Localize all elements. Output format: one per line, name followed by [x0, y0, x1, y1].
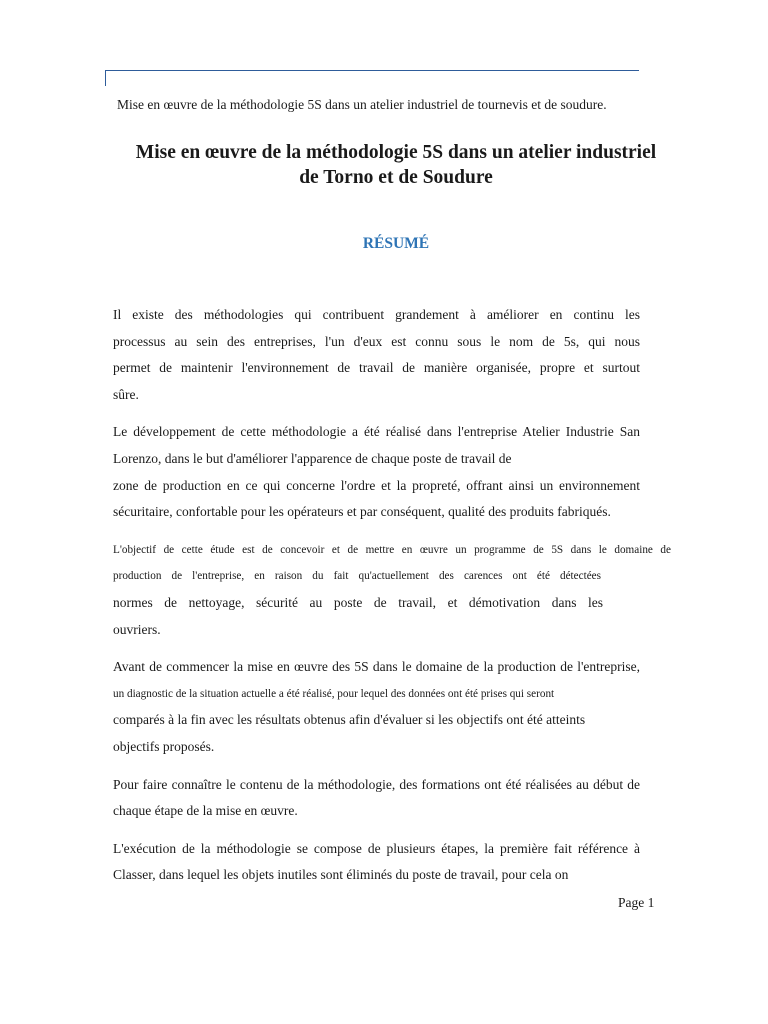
paragraph-line: processus au sein des entreprises, l'un d'eux est connu sous le nom de 5s, qui nous [113, 333, 640, 349]
paragraph-3 [113, 537, 671, 643]
page-number: Page 1 [618, 895, 655, 910]
paragraph-line: Il existe des méthodologies qui contribuent grandement à améliorer en continu les [113, 307, 640, 322]
paragraph-line: production de l'entreprise, en raison du fait qu'actuellement des carences ont été détectées [113, 570, 601, 583]
paragraph-1 [113, 302, 640, 408]
paragraph-line: zone de production en ce qui concerne l'ordre et la propreté, offrant ainsi un environnement [113, 477, 640, 493]
paragraph-line: normes de nettoyage, sécurité au poste de travail, et démotivation dans les [113, 594, 603, 610]
header-rule-tick [105, 70, 106, 86]
paragraph-line: objectifs proposés. [113, 738, 215, 754]
paragraph-6 [113, 836, 640, 889]
running-header: Mise en œuvre de la méthodologie 5S dans un atelier industriel de tournevis et de soudure. [117, 97, 607, 112]
abstract-body [113, 302, 671, 900]
paragraph-line: permet de maintenir l'environnement de travail de manière organisée, propre et surtout [113, 360, 640, 376]
paragraph-line: un diagnostic de la situation actuelle a été réalisé, pour lequel des données ont été prises qui seront [113, 687, 555, 700]
section-heading-resume: RÉSUMÉ [362, 235, 430, 252]
paragraph-line: L'exécution de la méthodologie se compose de plusieurs étapes, la première fait référence à [113, 840, 640, 856]
document-title-line-1: Mise en œuvre de la méthodologie 5S dans un atelier industriel [135, 142, 657, 163]
paragraph-line: Classer, dans lequel les objets inutiles sont éliminés du poste de travail, pour cela on [113, 867, 569, 883]
paragraph-2 [113, 419, 640, 525]
paragraph-line: Lorenzo, dans le but d'améliorer l'apparence de chaque poste de travail de [113, 450, 512, 466]
paragraph-line: Pour faire connaître le contenu de la méthodologie, des formations ont été réalisées au début de [113, 776, 640, 792]
document-title-line-2: de Torno et de Soudure [299, 167, 493, 188]
paragraph-line: L'objectif de cette étude est de concevoir et de mettre en œuvre un programme de 5S dans le domaine de [113, 543, 671, 556]
paragraph-line: sécuritaire, confortable pour les opérateurs et par conséquent, qualité des produits fabriqués. [113, 504, 611, 520]
document-title [110, 140, 682, 190]
paragraph-5 [113, 772, 640, 825]
paragraph-line: comparés à la fin avec les résultats obtenus afin d'évaluer si les objectifs ont été atteints [113, 712, 586, 728]
paragraph-line: sûre. [113, 386, 139, 402]
paragraph-line: ouvriers. [113, 621, 161, 637]
paragraph-line: Avant de commencer la mise en œuvre des 5S dans le domaine de la production de l'entreprise, [113, 659, 640, 675]
paragraph-line: chaque étape de la mise en œuvre. [113, 803, 298, 819]
paragraph-line: Le développement de cette méthodologie a été réalisé dans l'entreprise Atelier Industrie San [113, 424, 640, 440]
paragraph-4 [113, 654, 640, 760]
header-rule [105, 70, 639, 71]
